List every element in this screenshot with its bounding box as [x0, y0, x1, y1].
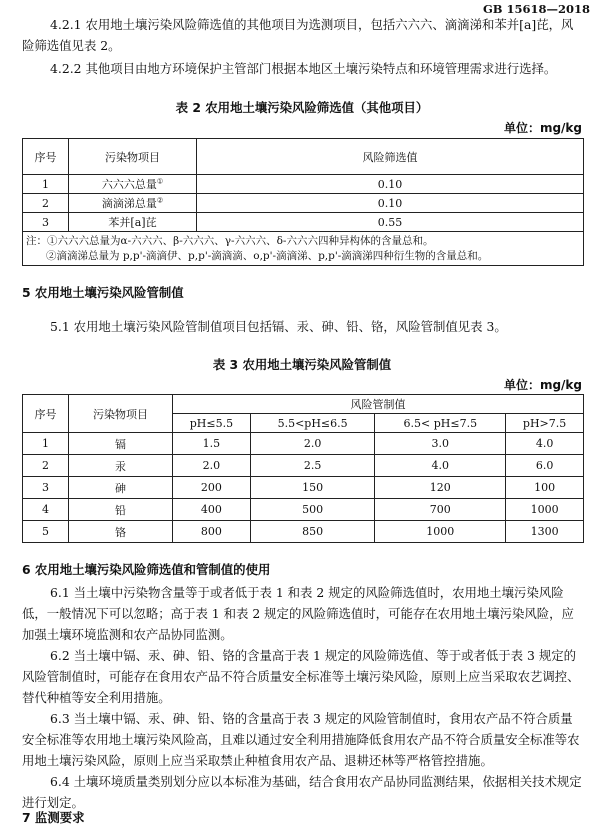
table-row — [23, 433, 584, 455]
table-3-header-item: 污染物项目 — [69, 395, 173, 433]
row-no: 5 — [23, 521, 69, 543]
table-2-notes — [23, 232, 584, 266]
table-2 — [22, 138, 584, 266]
table-3 — [22, 394, 584, 543]
table-row — [23, 499, 584, 521]
table-3-header-ph-4: pH>7.5 — [506, 414, 584, 433]
table-2-header-no: 序号 — [23, 139, 69, 175]
table-row — [23, 521, 584, 543]
table-3-unit: 单位：mg/kg — [503, 378, 582, 392]
row-item: 六六六总量① — [69, 175, 197, 194]
row-item: 铅 — [69, 499, 173, 521]
paragraph-6-1: 6.1 当土壤中污染物含量等于或者低于表 1 和表 2 规定的风险筛选值时，农用地土壤污染风险低，一般情况下可以忽略；高于表 1 和表 2 规定的风险筛选值时，可能存在农用地土壤污染风险，应加强土壤环境监测和农产品协同监测。 — [22, 585, 574, 642]
standard-number: GB 15618—2018 — [482, 2, 590, 16]
paragraph-6-4: 6.4 土壤环境质量类别划分应以本标准为基础，结合食用农产品协同监测结果，依据相关技术规定进行划定。 — [22, 774, 582, 810]
table-2-unit: 单位：mg/kg — [503, 121, 582, 135]
row-value: 850 — [250, 521, 375, 543]
row-value: 4.0 — [506, 433, 584, 455]
row-value: 120 — [375, 477, 506, 499]
table-2-header-value: 风险筛选值 — [197, 139, 584, 175]
row-value: 1300 — [506, 521, 584, 543]
table-3-caption: 表 3 农用地土壤污染风险管制值 — [212, 357, 392, 372]
row-value: 0.55 — [197, 213, 584, 232]
paragraph-5-1: 5.1 农用地土壤污染风险管制值项目包括镉、汞、砷、铅、铬，风险管制值见表 3。 — [50, 319, 507, 334]
row-value: 200 — [173, 477, 251, 499]
row-no: 2 — [23, 455, 69, 477]
row-item: 汞 — [69, 455, 173, 477]
table-row — [23, 455, 584, 477]
row-value: 100 — [506, 477, 584, 499]
row-no: 1 — [23, 433, 69, 455]
table-2-note-2: ②滴滴涕总量为 p,p'-滴滴伊、p,p'-滴滴滴、o,p'-滴滴涕、p,p'-滴滴涕四种衍生物的含量总和。 — [46, 249, 489, 262]
row-value: 150 — [250, 477, 375, 499]
table-row — [23, 175, 584, 194]
paragraph-4-2-1: 4.2.1 农用地土壤污染风险筛选值的其他项目为选测项目，包括六六六、滴滴涕和苯并[a]芘，风险筛选值见表 2。 — [22, 17, 574, 53]
row-value: 2.0 — [250, 433, 375, 455]
table-row — [23, 477, 584, 499]
table-3-header-no: 序号 — [23, 395, 69, 433]
section-6-title: 6 农用地土壤污染风险筛选值和管制值的使用 — [22, 562, 271, 577]
row-value: 4.0 — [375, 455, 506, 477]
table-3-header-ph-2: 5.5<pH≤6.5 — [250, 414, 375, 433]
table-3-header-ph-3: 6.5< pH≤7.5 — [375, 414, 506, 433]
row-no: 3 — [23, 477, 69, 499]
paragraph-6-3: 6.3 当土壤中镉、汞、砷、铅、铬的含量高于表 3 规定的风险管制值时，食用农产品不符合质量安全标准等农用地土壤污染风险高，且难以通过安全利用措施降低食用农产品不符合质量安全标准等农用地土壤污染风险，原则上应当采取禁止种植食用农产品、退耕还林等严格管控措施。 — [22, 711, 580, 768]
row-value: 700 — [375, 499, 506, 521]
row-value: 1000 — [506, 499, 584, 521]
row-value: 0.10 — [197, 175, 584, 194]
paragraph-4-2-2: 4.2.2 其他项目由地方环境保护主管部门根据本地区土壤污染特点和环境管理需求进行选择。 — [50, 61, 557, 76]
row-no: 4 — [23, 499, 69, 521]
table-row — [23, 194, 584, 213]
row-value: 6.0 — [506, 455, 584, 477]
table-2-header-item: 污染物项目 — [69, 139, 197, 175]
row-value: 1.5 — [173, 433, 251, 455]
row-item: 滴滴涕总量② — [69, 194, 197, 213]
row-value: 800 — [173, 521, 251, 543]
section-7-title: 7 监测要求 — [22, 810, 85, 825]
row-item: 苯并[a]芘 — [69, 213, 197, 232]
section-5-title: 5 农用地土壤污染风险管制值 — [22, 285, 184, 300]
row-no: 1 — [23, 175, 69, 194]
table-2-note-1: 注：①六六六总量为α-六六六、β-六六六、γ-六六六、δ-六六六四种异构体的含量总和。 — [26, 234, 434, 247]
row-value: 2.5 — [250, 455, 375, 477]
row-no: 2 — [23, 194, 69, 213]
paragraph-6-2: 6.2 当土壤中镉、汞、砷、铅、铬的含量高于表 1 规定的风险筛选值、等于或者低于表 3 规定的风险管制值时，可能存在食用农产品不符合质量安全标准等土壤污染风险，原则上应当采取农艺调控、替代种植等安全利用措施。 — [22, 648, 580, 705]
row-value: 500 — [250, 499, 375, 521]
row-item: 砷 — [69, 477, 173, 499]
table-2-caption: 表 2 农用地土壤污染风险筛选值（其他项目） — [175, 100, 429, 115]
row-no: 3 — [23, 213, 69, 232]
row-item: 铬 — [69, 521, 173, 543]
row-value: 1000 — [375, 521, 506, 543]
row-value: 400 — [173, 499, 251, 521]
row-item: 镉 — [69, 433, 173, 455]
row-value: 3.0 — [375, 433, 506, 455]
table-3-header-ph-1: pH≤5.5 — [173, 414, 251, 433]
table-row — [23, 213, 584, 232]
row-value: 2.0 — [173, 455, 251, 477]
row-value: 0.10 — [197, 194, 584, 213]
table-3-header-group: 风险管制值 — [173, 395, 584, 414]
